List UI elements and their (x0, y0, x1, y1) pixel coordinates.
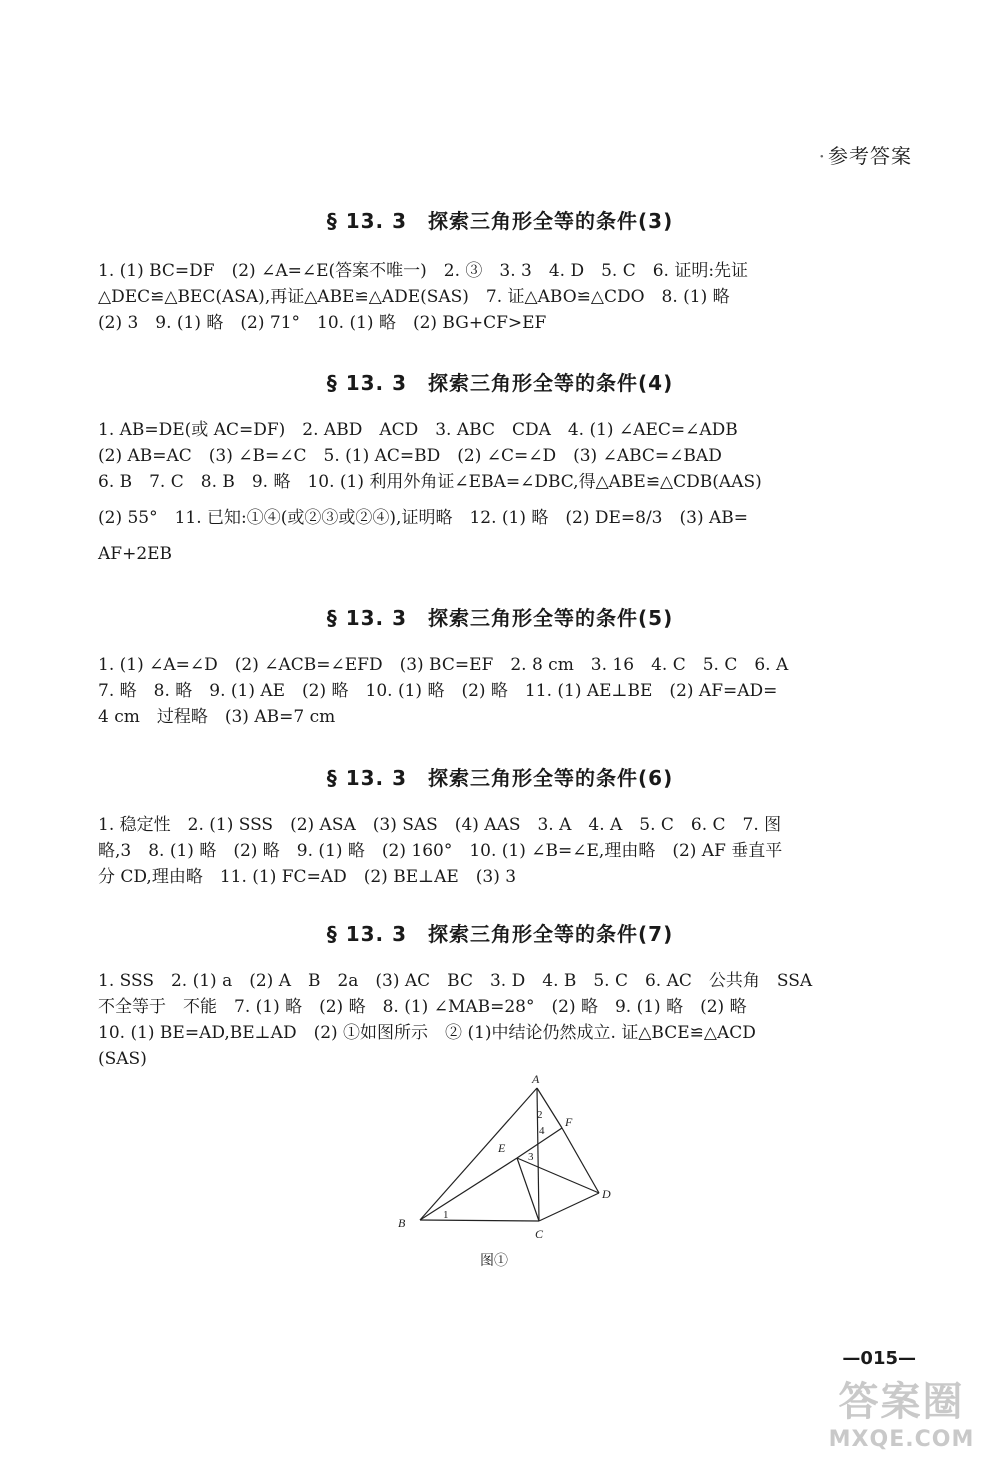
answer-line: 7. 略 8. 略 9. (1) AE (2) 略 10. (1) 略 (2) 略 11. (1) AE⊥BE (2) AF=AD= (98, 681, 778, 701)
segment-ab (420, 1088, 537, 1220)
segment-af (537, 1088, 562, 1128)
section-title-3: § 13. 3 探索三角形全等的条件(5) (326, 606, 674, 630)
answer-line: 4 cm 过程略 (3) AB=7 cm (98, 707, 336, 727)
angle-label-4: 4 (539, 1125, 545, 1137)
angle-label-2: 2 (537, 1109, 543, 1121)
segment-fd (562, 1128, 599, 1193)
page-header (819, 140, 912, 169)
page-number: —015— (842, 1348, 916, 1369)
answer-line: (2) 55° 11. 已知:①④(或②③或②④),证明略 12. (1) 略 (2) DE=8/3 (3) AB= (98, 508, 749, 528)
segment-be (420, 1158, 517, 1220)
answer-line: AF+2EB (98, 544, 173, 564)
section-title-5: § 13. 3 探索三角形全等的条件(7) (326, 922, 674, 946)
segment-ed (517, 1158, 599, 1193)
answer-line: (2) 3 9. (1) 略 (2) 71° 10. (1) 略 (2) BG+CF>EF (98, 313, 547, 333)
angle-label-1: 1 (443, 1209, 449, 1221)
point-label-d: D (602, 1187, 611, 1201)
answer-line: 6. B 7. C 8. B 9. 略 10. (1) 利用外角证∠EBA=∠DBC,得△ABE≌△CDB(AAS) (98, 472, 762, 492)
section-title-2: § 13. 3 探索三角形全等的条件(4) (326, 371, 674, 395)
answer-line: 1. SSS 2. (1) a (2) A B 2a (3) AC BC 3. D 4. B 5. C 6. AC 公共角 SSA (98, 971, 813, 991)
answer-line: 略,3 8. (1) 略 (2) 略 9. (1) 略 (2) 160° 10. (1) ∠B=∠E,理由略 (2) AF 垂直平 (98, 841, 783, 861)
watermark-logo (809, 1357, 994, 1465)
segment-bc (420, 1220, 539, 1221)
answer-line: 分 CD,理由略 11. (1) FC=AD (2) BE⊥AE (3) 3 (98, 867, 517, 887)
answer-line: (SAS) (98, 1049, 147, 1069)
point-label-e: E (498, 1141, 506, 1155)
answer-line: △DEC≌△BEC(ASA),再证△ABE≌△ADE(SAS) 7. 证△ABO≌△CDO 8. (1) 略 (98, 287, 730, 307)
triangle-figure (380, 1070, 630, 1245)
section-answers-4 (98, 812, 916, 890)
section-answers-3 (98, 652, 916, 730)
point-label-a: A (532, 1072, 540, 1086)
answer-line: 10. (1) BE=AD,BE⊥AD (2) ①如图所示 ② (1)中结论仍然成立. 证△BCE≌△ACD (98, 1023, 756, 1043)
point-label-c: C (535, 1227, 544, 1241)
section-answers-1 (98, 258, 916, 336)
answer-line: (2) AB=AC (3) ∠B=∠C 5. (1) AC=BD (2) ∠C=∠D (3) ∠ABC=∠BAD (98, 446, 722, 466)
section-title-4: § 13. 3 探索三角形全等的条件(6) (326, 766, 674, 790)
point-label-f: F (565, 1115, 573, 1129)
section-title-1: § 13. 3 探索三角形全等的条件(3) (326, 209, 674, 233)
watermark-bottom: MXQE.COM (828, 1427, 975, 1452)
section-answers-2 (98, 417, 916, 567)
watermark-top: 答案圈 (838, 1379, 965, 1425)
point-label-b: B (398, 1216, 406, 1230)
answer-line: 1. (1) BC=DF (2) ∠A=∠E(答案不唯一) 2. ③ 3. 3 4. D 5. C 6. 证明:先证 (98, 261, 749, 281)
segment-cd (539, 1193, 599, 1221)
segment-ec (517, 1158, 539, 1221)
header-dot: · (818, 144, 826, 168)
answer-line: 1. 稳定性 2. (1) SSS (2) ASA (3) SAS (4) AAS 3. A 4. A 5. C 6. C 7. 图 (98, 815, 782, 835)
header-title: 参考答案 (828, 144, 912, 168)
answer-line: 1. AB=DE(或 AC=DF) 2. ABD ACD 3. ABC CDA 4. (1) ∠AEC=∠ADB (98, 420, 738, 440)
answer-line: 不全等于 不能 7. (1) 略 (2) 略 8. (1) ∠MAB=28° (2) 略 9. (1) 略 (2) 略 (98, 997, 747, 1017)
section-answers-5 (98, 968, 916, 1072)
segment-ac (537, 1088, 539, 1221)
answer-line: 1. (1) ∠A=∠D (2) ∠ACB=∠EFD (3) BC=EF 2. 8 cm 3. 16 4. C 5. C 6. A (98, 655, 789, 675)
figure-caption: 图① (480, 1253, 508, 1269)
angle-label-3: 3 (528, 1151, 534, 1163)
